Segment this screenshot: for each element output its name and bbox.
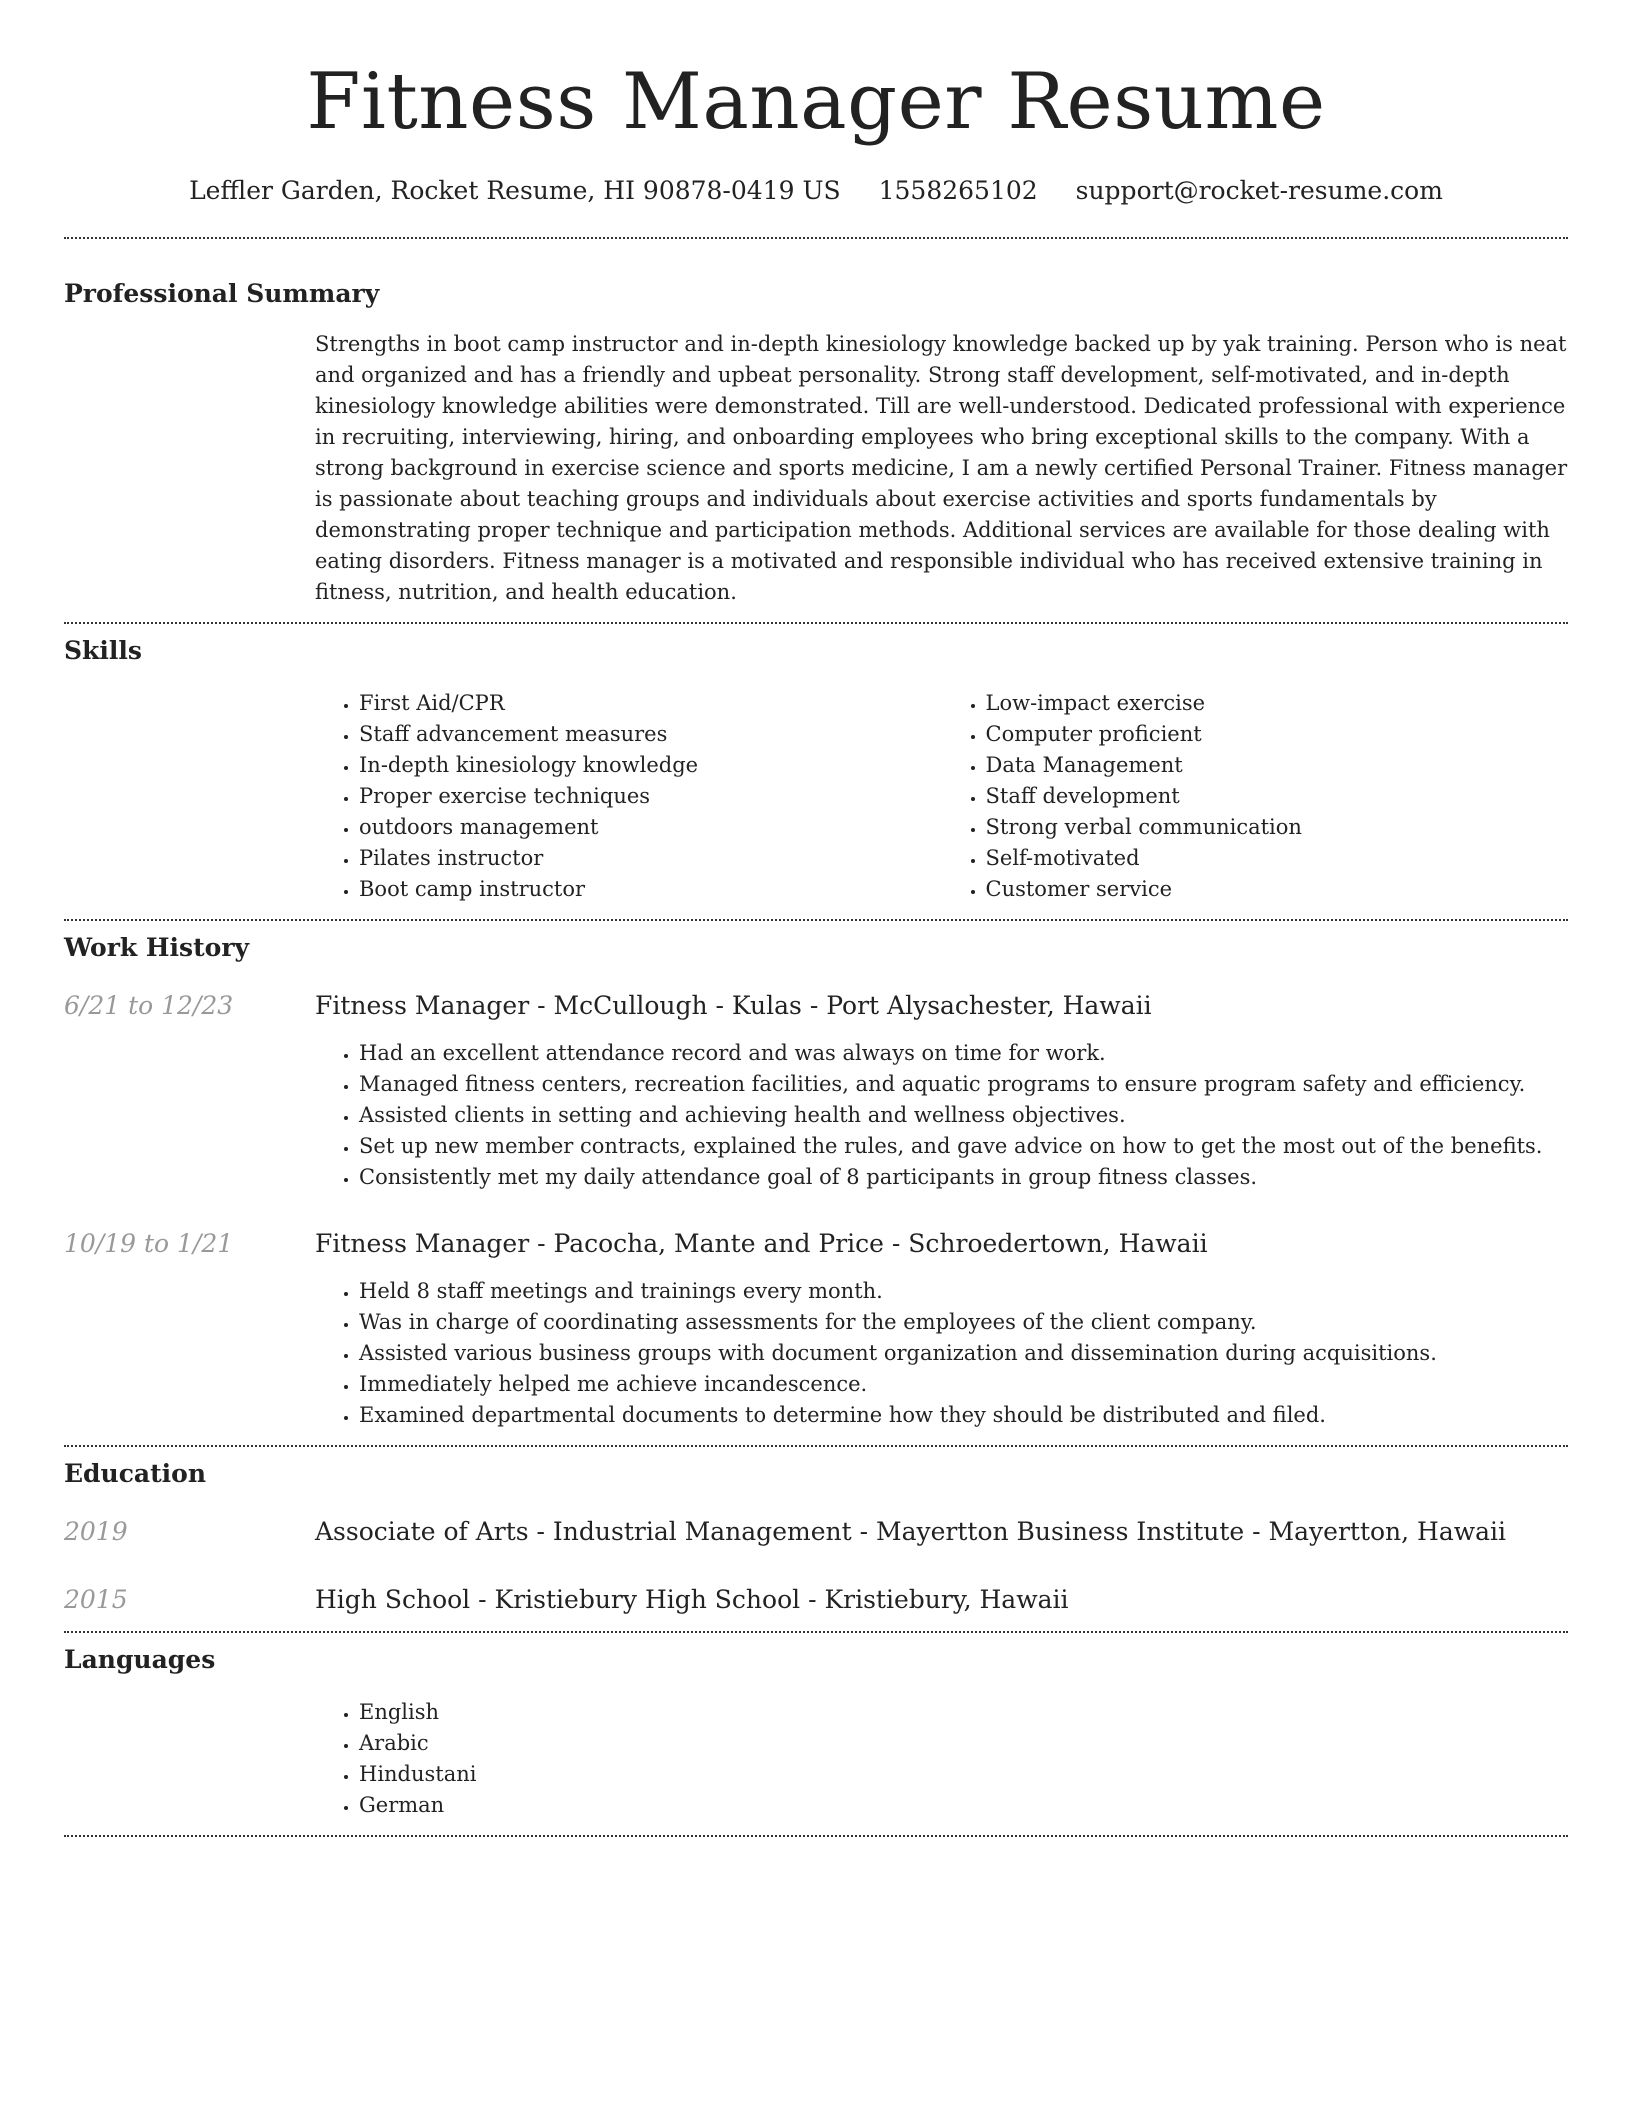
education-school: - Kristiebury High School - Kristiebury, Hawaii	[470, 1585, 1069, 1614]
education-year: 2015	[64, 1585, 128, 1614]
job-bullet: • Immediately helped me achieve incandescence.	[359, 1369, 1568, 1400]
job-entry	[64, 989, 1568, 1193]
contact-email: support@rocket-resume.com	[1075, 176, 1443, 205]
education-degree: Associate of Arts - Industrial Management	[315, 1517, 852, 1546]
job-title: Fitness Manager	[315, 991, 530, 1020]
work-history-heading: Work History	[64, 933, 250, 962]
skill-item: • Proper exercise techniques	[359, 781, 942, 812]
education-entry	[64, 1583, 1568, 1617]
section-divider	[64, 1445, 1568, 1447]
summary-heading: Professional Summary	[64, 279, 380, 308]
job-entry	[64, 1227, 1568, 1431]
summary-text: Strengths in boot camp instructor and in-depth kinesiology knowledge backed up by yak training. Person who is neat and organized and has a friendly and upbeat personality. Strong staff development, self-motivated, and in-depth kinesiology knowledge abilities were demonstrated. Till are well-understood. Dedicated professional with experience in recruiting, interviewing, hiring, and onboarding employees who bring exceptional skills to the company. With a strong background in exercise science and sports medicine, I am a newly certified Personal Trainer. Fitness manager is passionate about teaching groups and individuals about exercise activities and sports fundamentals by demonstrating proper technique and participation methods. Additional services are available for those dealing with eating disorders. Fitness manager is a motivated and responsible individual who has received extensive training in fitness, nutrition, and health education.	[315, 332, 1568, 604]
skill-item: • Staff advancement measures	[359, 719, 942, 750]
skill-item: • In-depth kinesiology knowledge	[359, 750, 942, 781]
work-history-section	[64, 931, 1568, 1431]
education-heading: Education	[64, 1459, 207, 1488]
job-bullet: • Was in charge of coordinating assessments for the employees of the client company.	[359, 1307, 1568, 1338]
section-divider	[64, 919, 1568, 921]
skills-list-right	[942, 688, 1569, 905]
section-divider	[64, 237, 1568, 239]
language-item: • English	[359, 1697, 1568, 1728]
job-bullet: • Had an excellent attendance record and was always on time for work.	[359, 1038, 1568, 1069]
job-dates: 6/21 to 12/23	[64, 991, 234, 1020]
job-heading	[315, 1227, 1568, 1261]
job-bullet: • Assisted clients in setting and achieving health and wellness objectives.	[359, 1100, 1568, 1131]
skill-item: • Self-motivated	[986, 843, 1569, 874]
skill-item: • Pilates instructor	[359, 843, 942, 874]
skills-section	[64, 634, 1568, 905]
section-divider	[64, 622, 1568, 624]
skill-item: • Data Management	[986, 750, 1569, 781]
job-bullet: • Consistently met my daily attendance goal of 8 participants in group fitness classes.	[359, 1162, 1568, 1193]
job-bullet: • Managed fitness centers, recreation facilities, and aquatic programs to ensure program safety and efficiency.	[359, 1069, 1568, 1100]
language-item: • Arabic	[359, 1728, 1568, 1759]
skill-item: • First Aid/CPR	[359, 688, 942, 719]
skills-list-left	[315, 688, 942, 905]
job-bullets	[315, 1038, 1568, 1193]
contact-phone: 1558265102	[878, 176, 1038, 205]
section-divider	[64, 1835, 1568, 1837]
job-title: Fitness Manager	[315, 1229, 530, 1258]
education-degree: High School	[315, 1585, 471, 1614]
summary-section	[64, 277, 1568, 608]
job-heading	[315, 989, 1568, 1023]
skill-item: • Customer service	[986, 874, 1569, 905]
language-item: • German	[359, 1790, 1568, 1821]
education-year: 2019	[64, 1517, 128, 1546]
skill-item: • Staff development	[986, 781, 1569, 812]
skill-item: • Low-impact exercise	[986, 688, 1569, 719]
page-title: Fitness Manager Resume	[306, 57, 1326, 147]
section-divider	[64, 1631, 1568, 1633]
languages-heading: Languages	[64, 1645, 216, 1674]
resume-page	[64, 0, 1568, 1837]
skill-item: • Computer proficient	[986, 719, 1569, 750]
job-dates: 10/19 to 1/21	[64, 1229, 234, 1258]
skill-item: • Strong verbal communication	[986, 812, 1569, 843]
job-bullet: • Examined departmental documents to determine how they should be distributed and filed.	[359, 1400, 1568, 1431]
languages-list	[315, 1697, 1568, 1821]
job-bullet: • Set up new member contracts, explained the rules, and gave advice on how to get the most out of the benefits.	[359, 1131, 1568, 1162]
job-employer: - Pacocha, Mante and Price - Schroedertown, Hawaii	[529, 1229, 1208, 1258]
education-school: - Mayertton Business Institute - Mayertton, Hawaii	[851, 1517, 1507, 1546]
skills-heading: Skills	[64, 636, 142, 665]
job-bullets	[315, 1276, 1568, 1431]
job-bullet: • Held 8 staff meetings and trainings every month.	[359, 1276, 1568, 1307]
skill-item: • outdoors management	[359, 812, 942, 843]
job-employer: - McCullough - Kulas - Port Alysachester, Hawaii	[529, 991, 1152, 1020]
contact-line	[64, 174, 1568, 208]
contact-address: Leffler Garden, Rocket Resume, HI 90878-0419 US	[189, 176, 841, 205]
education-section	[64, 1457, 1568, 1617]
education-entry	[64, 1515, 1568, 1549]
languages-section	[64, 1643, 1568, 1821]
skill-item: • Boot camp instructor	[359, 874, 942, 905]
job-bullet: • Assisted various business groups with document organization and dissemination during acquisitions.	[359, 1338, 1568, 1369]
language-item: • Hindustani	[359, 1759, 1568, 1790]
